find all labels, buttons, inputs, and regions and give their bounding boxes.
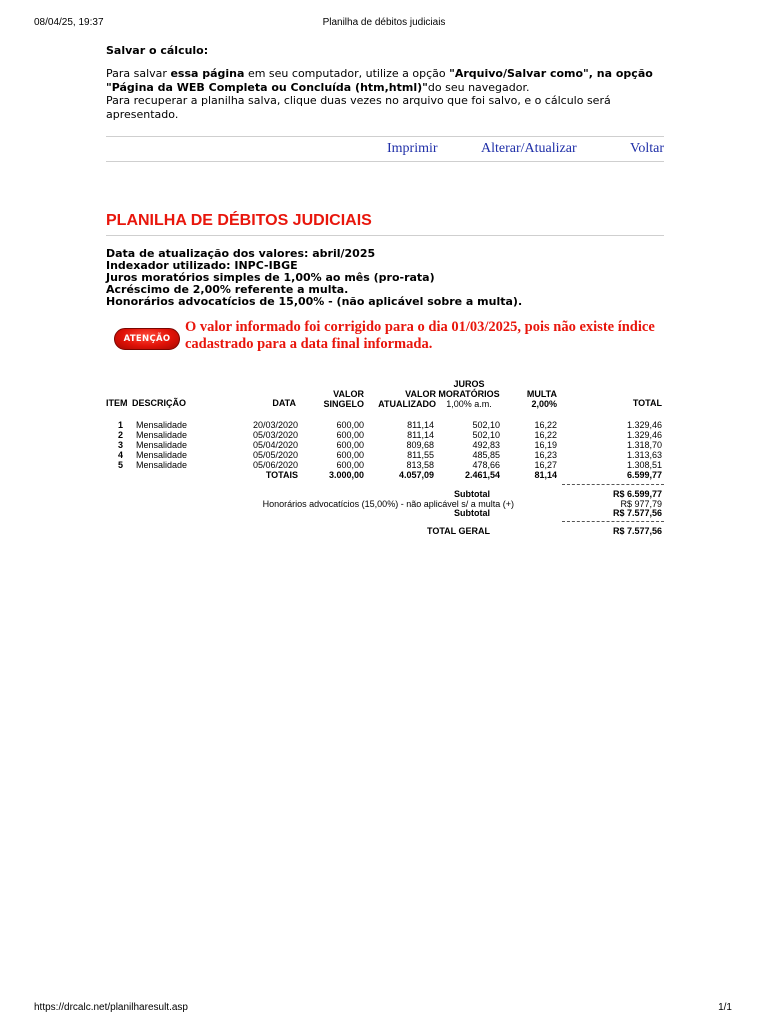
row-date: 05/06/2020 bbox=[252, 460, 298, 470]
col-header-multa bbox=[511, 389, 557, 409]
row-item: 3 bbox=[117, 440, 123, 450]
row-total: 1.329,46 bbox=[626, 430, 662, 440]
totals-atualizado: 4.057,09 bbox=[398, 470, 434, 480]
print-url: https://drcalc.net/planilharesult.asp bbox=[34, 1002, 188, 1013]
print-page-number: 1/1 bbox=[718, 1002, 732, 1013]
row-atualizado: 809,68 bbox=[406, 440, 434, 450]
col-header-singelo-l1: VALOR bbox=[333, 389, 364, 399]
attention-alert bbox=[106, 318, 664, 364]
row-atualizado: 813,58 bbox=[406, 460, 434, 470]
col-header-item: ITEM bbox=[106, 398, 128, 408]
row-multa: 16,23 bbox=[534, 450, 557, 460]
row-atualizado: 811,55 bbox=[407, 450, 434, 460]
subtotal-label: Subtotal bbox=[454, 489, 490, 499]
param-interest: Juros moratórios simples de 1,00% ao mês (pro-rata) bbox=[106, 271, 435, 284]
col-header-singelo-l2: SINGELO bbox=[323, 399, 364, 409]
divider bbox=[562, 484, 664, 485]
row-total: 1.313,63 bbox=[626, 450, 662, 460]
totals-label: TOTAIS bbox=[265, 470, 298, 480]
save-text-e: do seu navegador. bbox=[427, 80, 530, 94]
col-header-juros-l2: MORATÓRIOS bbox=[438, 389, 500, 399]
param-update-date: Data de atualização dos valores: abril/2025 bbox=[106, 247, 376, 260]
row-singelo: 600,00 bbox=[336, 420, 364, 430]
row-multa: 16,27 bbox=[534, 460, 557, 470]
col-header-multa-l1: MULTA bbox=[526, 389, 557, 399]
divider bbox=[562, 521, 664, 522]
row-description: Mensalidade bbox=[136, 430, 188, 440]
param-index: Indexador utilizado: INPC-IBGE bbox=[106, 259, 298, 272]
row-singelo: 600,00 bbox=[336, 430, 364, 440]
totals-total: 6.599,77 bbox=[626, 470, 662, 480]
row-multa: 16,19 bbox=[534, 440, 557, 450]
row-item: 4 bbox=[117, 450, 123, 460]
row-juros: 502,10 bbox=[472, 420, 500, 430]
fees-label: Honorários advocatícios (15,00%) - não aplicável s/ a multa (+) bbox=[262, 499, 514, 509]
save-paragraph-1 bbox=[106, 67, 664, 94]
row-atualizado: 811,14 bbox=[407, 430, 434, 440]
row-date: 20/03/2020 bbox=[252, 420, 298, 430]
print-link[interactable]: Imprimir bbox=[387, 141, 438, 156]
alter-update-link[interactable]: Alterar/Atualizar bbox=[481, 141, 577, 156]
row-juros: 485,85 bbox=[472, 450, 500, 460]
row-item: 2 bbox=[117, 430, 123, 440]
print-header bbox=[0, 0, 768, 40]
row-date: 05/03/2020 bbox=[252, 430, 298, 440]
calculation-parameters bbox=[106, 248, 664, 308]
row-atualizado: 811,14 bbox=[407, 420, 434, 430]
row-juros: 502,10 bbox=[472, 430, 500, 440]
print-footer bbox=[0, 984, 768, 1024]
subtotal-2-label: Subtotal bbox=[454, 508, 490, 518]
save-text-a: Para salvar bbox=[106, 67, 171, 80]
row-multa: 16,22 bbox=[534, 420, 557, 430]
row-total: 1.308,51 bbox=[626, 460, 662, 470]
row-date: 05/04/2020 bbox=[252, 440, 298, 450]
param-fees: Honorários advocatícios de 15,00% - (não aplicável sobre a multa). bbox=[106, 295, 523, 308]
page-content bbox=[106, 44, 664, 543]
attention-badge-icon: ATENÇÃO bbox=[114, 328, 180, 350]
col-header-juros bbox=[436, 379, 502, 409]
fees-value: R$ 977,79 bbox=[620, 499, 662, 509]
col-header-atualizado-l1: VALOR bbox=[405, 389, 436, 399]
row-total: 1.329,46 bbox=[626, 420, 662, 430]
row-date: 05/05/2020 bbox=[252, 450, 298, 460]
print-datetime: 08/04/25, 19:37 bbox=[34, 17, 104, 28]
save-text-d: "Arquivo/Salvar como", na opção "Página da WEB Completa ou Concluída (htm,html)" bbox=[106, 67, 653, 94]
action-navbar bbox=[106, 136, 664, 162]
row-juros: 478,66 bbox=[472, 460, 500, 470]
totals-juros: 2.461,54 bbox=[464, 470, 500, 480]
save-text-c: em seu computador, utilize a opção bbox=[244, 67, 450, 80]
row-multa: 16,22 bbox=[534, 430, 557, 440]
debt-table bbox=[106, 379, 664, 543]
col-header-juros-l3: 1,00% a.m. bbox=[446, 399, 492, 409]
row-description: Mensalidade bbox=[136, 420, 188, 430]
subtotal-2-value: R$ 7.577,56 bbox=[612, 508, 662, 518]
col-header-multa-l2: 2,00% bbox=[531, 399, 557, 409]
row-item: 5 bbox=[117, 460, 123, 470]
grand-total-label: TOTAL GERAL bbox=[427, 526, 490, 536]
row-singelo: 600,00 bbox=[336, 460, 364, 470]
grand-total-value: R$ 7.577,56 bbox=[612, 526, 662, 536]
col-header-atualizado-l2: ATUALIZADO bbox=[378, 399, 436, 409]
row-juros: 492,83 bbox=[472, 440, 500, 450]
print-page-title: Planilha de débitos judiciais bbox=[322, 17, 446, 28]
param-fine: Acréscimo de 2,00% referente a multa. bbox=[106, 283, 349, 296]
subtotal-value: R$ 6.599,77 bbox=[612, 489, 662, 499]
totals-multa: 81,14 bbox=[534, 470, 557, 480]
save-paragraph-2: Para recuperar a planilha salva, clique duas vezes no arquivo que foi salvo, e o cálculo será apresentado. bbox=[106, 94, 611, 121]
back-link[interactable]: Voltar bbox=[630, 141, 664, 156]
row-singelo: 600,00 bbox=[336, 440, 364, 450]
page-title: PLANILHA DE DÉBITOS JUDICIAIS bbox=[106, 212, 664, 236]
col-header-total: TOTAL bbox=[632, 398, 662, 408]
col-header-description: DESCRIÇÃO bbox=[132, 398, 187, 408]
row-item: 1 bbox=[117, 420, 123, 430]
totals-singelo: 3.000,00 bbox=[328, 470, 364, 480]
attention-message: O valor informado foi corrigido para o dia 01/03/2025, pois não existe índice cadastrado para a data final informada. bbox=[185, 319, 655, 352]
save-section-title: Salvar o cálculo: bbox=[106, 44, 209, 57]
row-description: Mensalidade bbox=[136, 450, 188, 460]
col-header-atualizado bbox=[368, 389, 436, 409]
row-description: Mensalidade bbox=[136, 440, 188, 450]
col-header-singelo bbox=[306, 389, 364, 409]
col-header-juros-l1: JUROS bbox=[453, 379, 485, 389]
row-total: 1.318,70 bbox=[626, 440, 662, 450]
col-header-date: DATA bbox=[272, 398, 296, 408]
save-instructions bbox=[106, 67, 664, 121]
save-text-b: essa página bbox=[170, 67, 245, 80]
row-singelo: 600,00 bbox=[336, 450, 364, 460]
row-description: Mensalidade bbox=[136, 460, 188, 470]
